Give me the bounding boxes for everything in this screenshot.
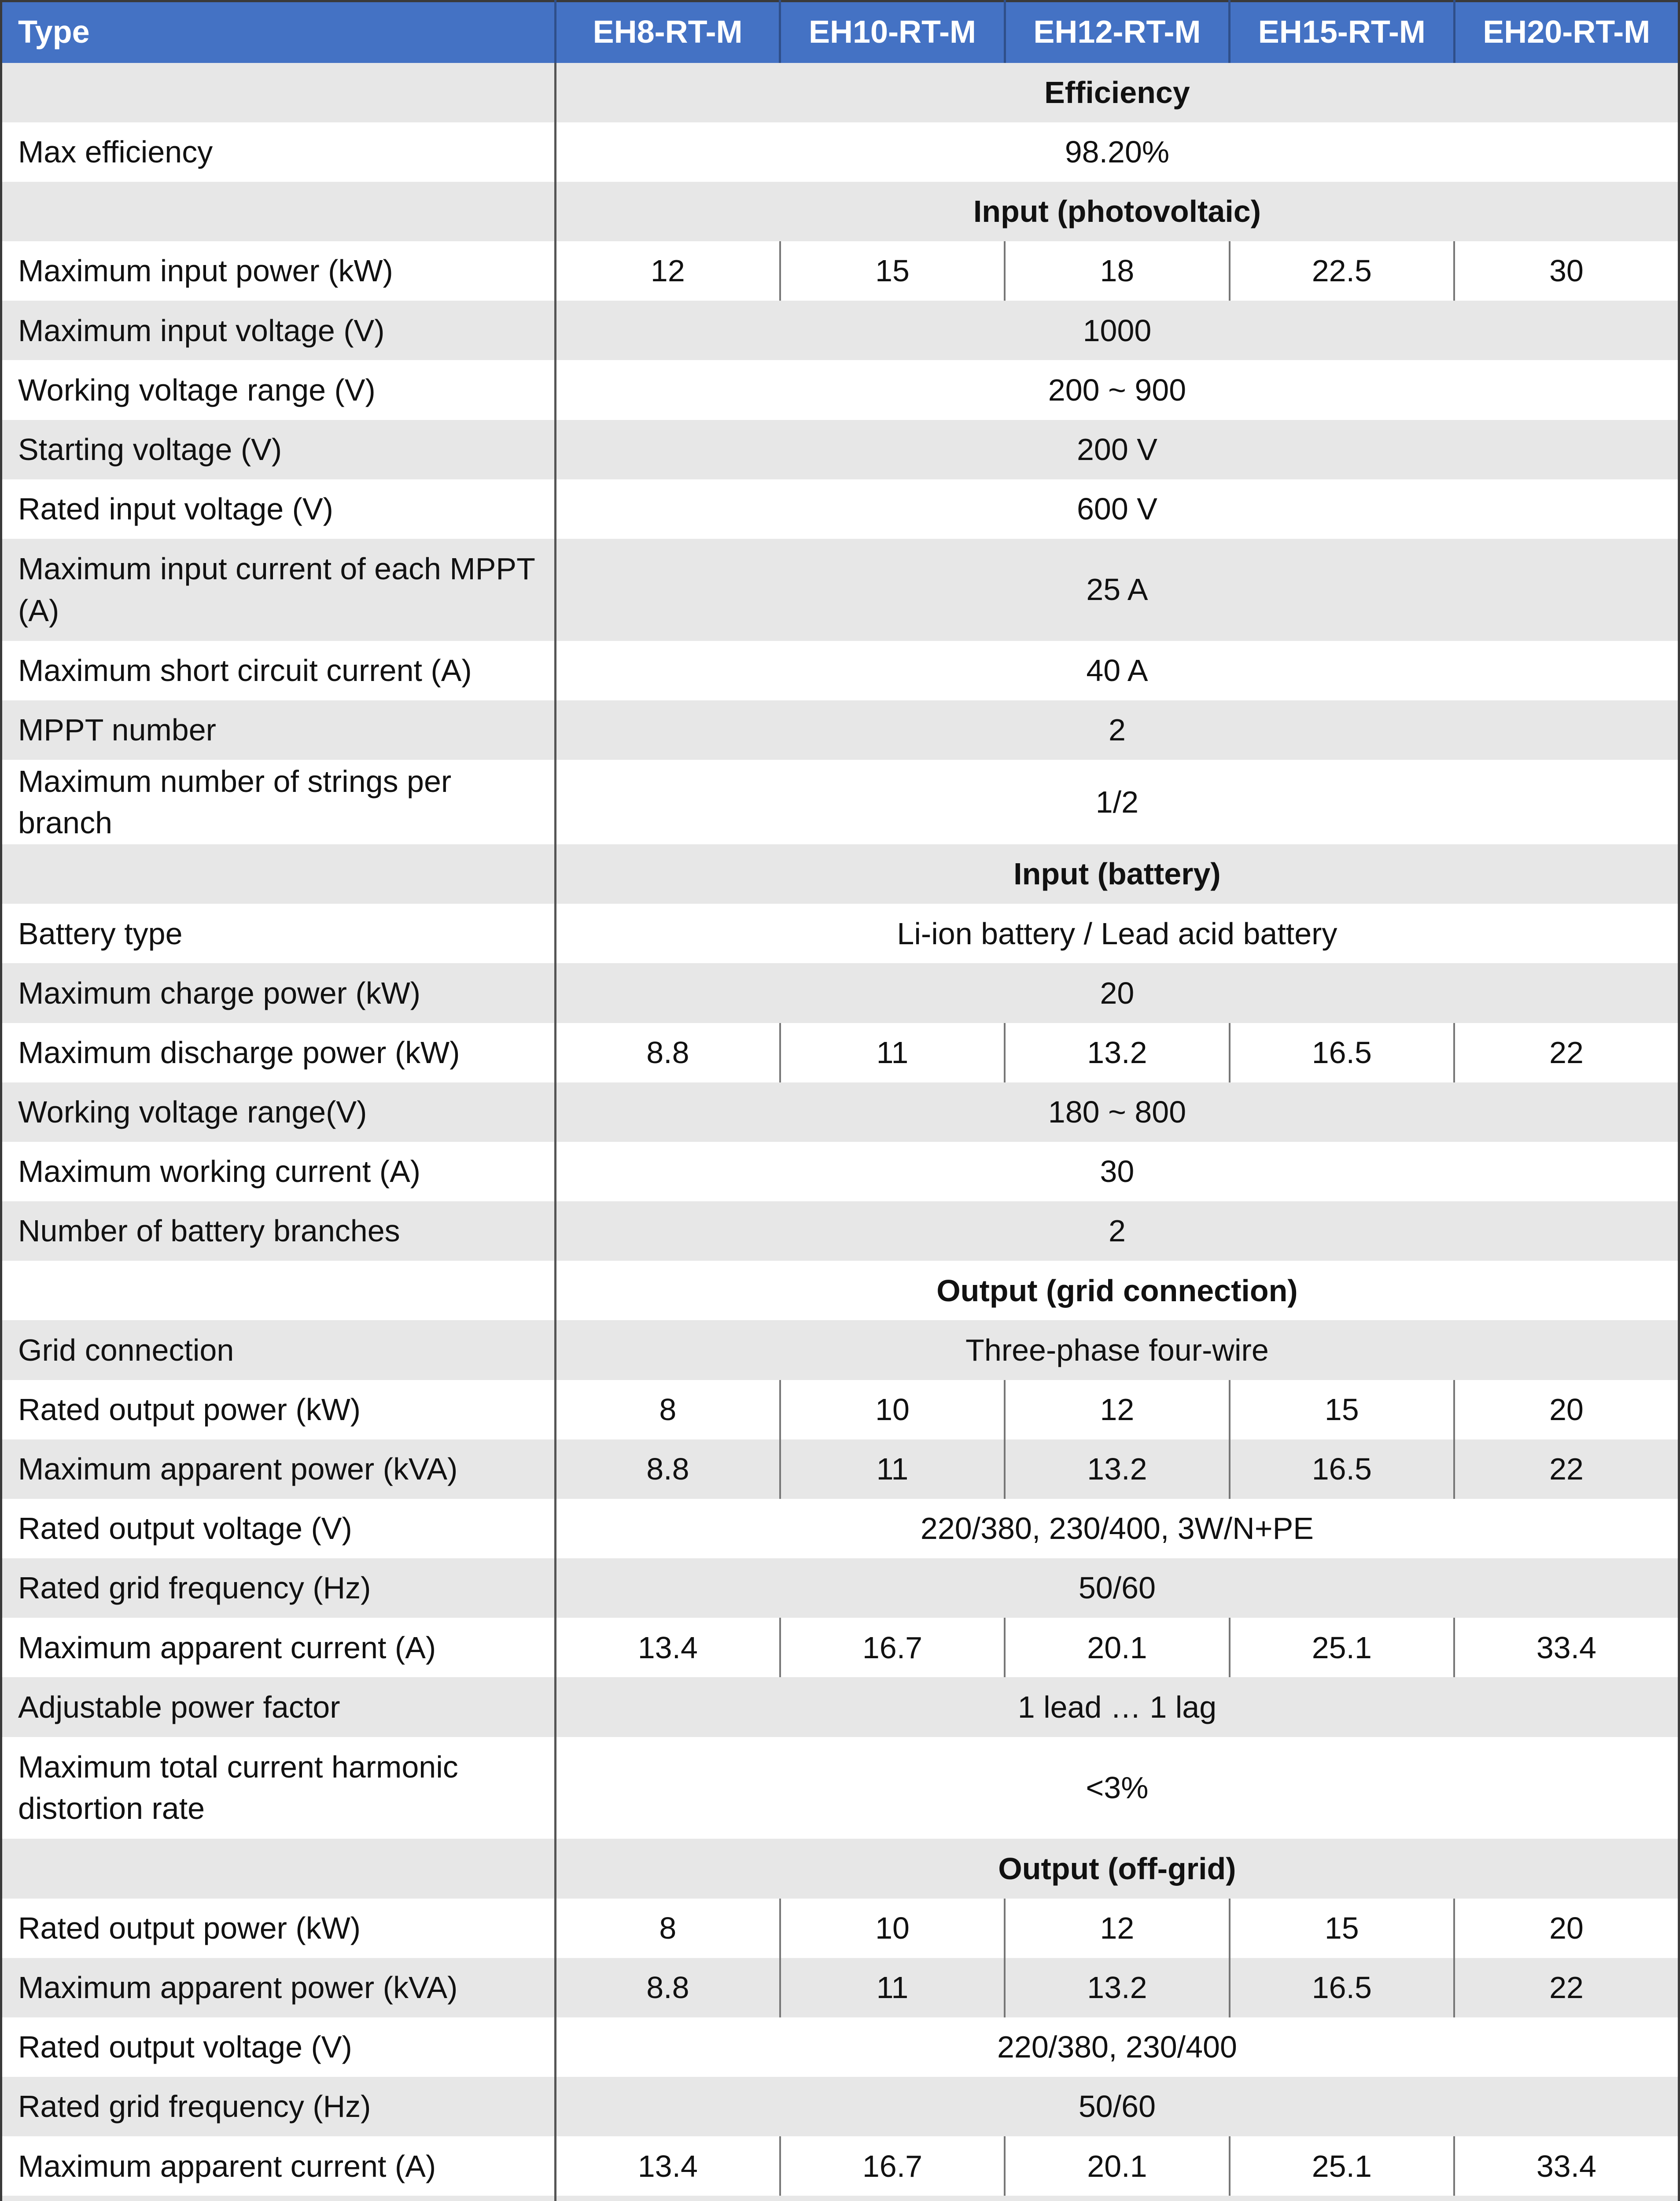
spec-label: Maximum working current (A) bbox=[1, 1142, 556, 1201]
spec-row bbox=[1, 904, 1679, 963]
spec-value: Li-ion battery / Lead acid battery bbox=[555, 904, 1679, 963]
spec-value: 12 bbox=[1005, 1380, 1229, 1439]
section-row bbox=[1, 182, 1679, 241]
spec-value: 1000 bbox=[555, 301, 1679, 360]
section-spacer bbox=[1, 1839, 556, 1898]
spec-value: 11 bbox=[780, 1958, 1005, 2017]
spec-value: 15 bbox=[1230, 1380, 1454, 1439]
spec-label: Maximum apparent power (kVA) bbox=[1, 1439, 556, 1499]
spec-label: Rated grid frequency (Hz) bbox=[1, 1558, 556, 1618]
spec-row bbox=[1, 122, 1679, 182]
spec-value: 220/380, 230/400, 3W/N+PE bbox=[555, 1499, 1679, 1558]
section-row bbox=[1, 1839, 1679, 1898]
spec-value: 220/380, 230/400 bbox=[555, 2017, 1679, 2077]
model-header: EH10-RT-M bbox=[780, 1, 1005, 63]
spec-row bbox=[1, 1558, 1679, 1618]
spec-label: Starting voltage (V) bbox=[1, 420, 556, 479]
spec-value: 98.20% bbox=[555, 122, 1679, 182]
spec-row bbox=[1, 1737, 1679, 1839]
spec-row bbox=[1, 1023, 1679, 1082]
spec-row bbox=[1, 1380, 1679, 1439]
spec-row bbox=[1, 420, 1679, 479]
spec-row bbox=[1, 641, 1679, 700]
spec-value: 200 V bbox=[555, 420, 1679, 479]
model-header: EH20-RT-M bbox=[1454, 1, 1679, 63]
spec-body bbox=[1, 63, 1679, 2201]
section-spacer bbox=[1, 844, 556, 904]
spec-row bbox=[1, 1320, 1679, 1380]
spec-label: Rated output power (kW) bbox=[1, 1380, 556, 1439]
spec-label: MPPT number bbox=[1, 700, 556, 760]
spec-row bbox=[1, 1677, 1679, 1737]
model-header: EH8-RT-M bbox=[555, 1, 780, 63]
spec-row bbox=[1, 1499, 1679, 1558]
spec-value: 30 bbox=[555, 1142, 1679, 1201]
section-row bbox=[1, 63, 1679, 122]
spec-value: 11 bbox=[780, 1023, 1005, 1082]
spec-row bbox=[1, 479, 1679, 539]
spec-value: 16.7 bbox=[780, 2136, 1005, 2196]
spec-value: 2 bbox=[555, 1201, 1679, 1261]
spec-label: Maximum apparent current (A) bbox=[1, 1618, 556, 1677]
spec-label: Maximum total current harmonic distortion rate bbox=[1, 1737, 556, 1839]
spec-value bbox=[555, 2196, 1679, 2201]
model-header: EH15-RT-M bbox=[1230, 1, 1454, 63]
spec-label: Adjustable power factor bbox=[1, 1677, 556, 1737]
spec-row bbox=[1, 2196, 1679, 2201]
spec-row bbox=[1, 241, 1679, 301]
spec-value: 20 bbox=[555, 963, 1679, 1023]
spec-label: Maximum input voltage (V) bbox=[1, 301, 556, 360]
spec-label: Max efficiency bbox=[1, 122, 556, 182]
section-title: Efficiency bbox=[555, 63, 1679, 122]
spec-value: 50/60 bbox=[555, 1558, 1679, 1618]
section-spacer bbox=[1, 63, 556, 122]
spec-value: Three-phase four-wire bbox=[555, 1320, 1679, 1380]
spec-label: Maximum input current of each MPPT (A) bbox=[1, 539, 556, 641]
spec-value: 15 bbox=[780, 241, 1005, 301]
section-title: Input (photovoltaic) bbox=[555, 182, 1679, 241]
spec-value: 8.8 bbox=[555, 1958, 780, 2017]
spec-value: 13.4 bbox=[555, 1618, 780, 1677]
spec-label: Rated output power (kW) bbox=[1, 1899, 556, 1958]
spec-value: 20.1 bbox=[1005, 2136, 1229, 2196]
spec-label: Maximum charge power (kW) bbox=[1, 963, 556, 1023]
spec-label bbox=[1, 2196, 556, 2201]
spec-value: 10 bbox=[780, 1899, 1005, 1958]
spec-value: 25 A bbox=[555, 539, 1679, 641]
section-title: Output (off-grid) bbox=[555, 1839, 1679, 1898]
spec-value: 8 bbox=[555, 1380, 780, 1439]
spec-row bbox=[1, 760, 1679, 844]
spec-value: 22.5 bbox=[1230, 241, 1454, 301]
spec-row bbox=[1, 1082, 1679, 1142]
spec-value: 13.2 bbox=[1005, 1958, 1229, 2017]
spec-label: Maximum input power (kW) bbox=[1, 241, 556, 301]
spec-label: Maximum short circuit current (A) bbox=[1, 641, 556, 700]
spec-value: 10 bbox=[780, 1380, 1005, 1439]
spec-label: Maximum discharge power (kW) bbox=[1, 1023, 556, 1082]
spec-label: Number of battery branches bbox=[1, 1201, 556, 1261]
spec-value: 12 bbox=[555, 241, 780, 301]
spec-value: 18 bbox=[1005, 241, 1229, 301]
spec-row bbox=[1, 2077, 1679, 2136]
header-row bbox=[1, 1, 1679, 63]
spec-label: Maximum number of strings per branch bbox=[1, 760, 556, 844]
section-row bbox=[1, 1261, 1679, 1320]
spec-value: 20.1 bbox=[1005, 1618, 1229, 1677]
section-title: Output (grid connection) bbox=[555, 1261, 1679, 1320]
spec-value: 180 ~ 800 bbox=[555, 1082, 1679, 1142]
spec-value: 16.5 bbox=[1230, 1958, 1454, 2017]
spec-row bbox=[1, 1142, 1679, 1201]
spec-value: 2 bbox=[555, 700, 1679, 760]
spec-value: 8.8 bbox=[555, 1023, 780, 1082]
spec-value: 600 V bbox=[555, 479, 1679, 539]
spec-value: 22 bbox=[1454, 1439, 1679, 1499]
spec-value: 33.4 bbox=[1454, 1618, 1679, 1677]
section-spacer bbox=[1, 182, 556, 241]
spec-label: Rated grid frequency (Hz) bbox=[1, 2077, 556, 2136]
spec-value: 1/2 bbox=[555, 760, 1679, 844]
spec-value: 15 bbox=[1230, 1899, 1454, 1958]
spec-value: 22 bbox=[1454, 1023, 1679, 1082]
spec-value: 8 bbox=[555, 1899, 780, 1958]
spec-value: 50/60 bbox=[555, 2077, 1679, 2136]
spec-value: 12 bbox=[1005, 1899, 1229, 1958]
spec-row bbox=[1, 700, 1679, 760]
spec-value: <3% bbox=[555, 1737, 1679, 1839]
spec-value: 8.8 bbox=[555, 1439, 780, 1499]
type-header: Type bbox=[1, 1, 556, 63]
spec-label: Rated output voltage (V) bbox=[1, 1499, 556, 1558]
spec-value: 40 A bbox=[555, 641, 1679, 700]
spec-label: Maximum apparent current (A) bbox=[1, 2136, 556, 2196]
spec-value: 25.1 bbox=[1230, 2136, 1454, 2196]
spec-value: 30 bbox=[1454, 241, 1679, 301]
spec-row bbox=[1, 360, 1679, 420]
spec-row bbox=[1, 2136, 1679, 2196]
spec-row bbox=[1, 539, 1679, 641]
spec-row bbox=[1, 1439, 1679, 1499]
spec-label: Rated input voltage (V) bbox=[1, 479, 556, 539]
spec-value: 22 bbox=[1454, 1958, 1679, 2017]
section-title: Input (battery) bbox=[555, 844, 1679, 904]
spec-row bbox=[1, 2017, 1679, 2077]
spec-value: 16.7 bbox=[780, 1618, 1005, 1677]
spec-label: Maximum apparent power (kVA) bbox=[1, 1958, 556, 2017]
spec-row bbox=[1, 301, 1679, 360]
spec-row bbox=[1, 1618, 1679, 1677]
section-row bbox=[1, 844, 1679, 904]
spec-value: 11 bbox=[780, 1439, 1005, 1499]
spec-value: 16.5 bbox=[1230, 1439, 1454, 1499]
spec-row bbox=[1, 1201, 1679, 1261]
spec-value: 13.4 bbox=[555, 2136, 780, 2196]
spec-value: 200 ~ 900 bbox=[555, 360, 1679, 420]
spec-value: 20 bbox=[1454, 1380, 1679, 1439]
spec-label: Battery type bbox=[1, 904, 556, 963]
spec-value: 13.2 bbox=[1005, 1439, 1229, 1499]
spec-value: 16.5 bbox=[1230, 1023, 1454, 1082]
spec-label: Grid connection bbox=[1, 1320, 556, 1380]
spec-label: Rated output voltage (V) bbox=[1, 2017, 556, 2077]
spec-value: 33.4 bbox=[1454, 2136, 1679, 2196]
section-spacer bbox=[1, 1261, 556, 1320]
spec-value: 1 lead … 1 lag bbox=[555, 1677, 1679, 1737]
spec-value: 13.2 bbox=[1005, 1023, 1229, 1082]
model-header: EH12-RT-M bbox=[1005, 1, 1229, 63]
spec-value: 20 bbox=[1454, 1899, 1679, 1958]
spec-row bbox=[1, 1899, 1679, 1958]
spec-value: 25.1 bbox=[1230, 1618, 1454, 1677]
spec-label: Working voltage range(V) bbox=[1, 1082, 556, 1142]
spec-label: Working voltage range (V) bbox=[1, 360, 556, 420]
spec-row bbox=[1, 963, 1679, 1023]
spec-row bbox=[1, 1958, 1679, 2017]
